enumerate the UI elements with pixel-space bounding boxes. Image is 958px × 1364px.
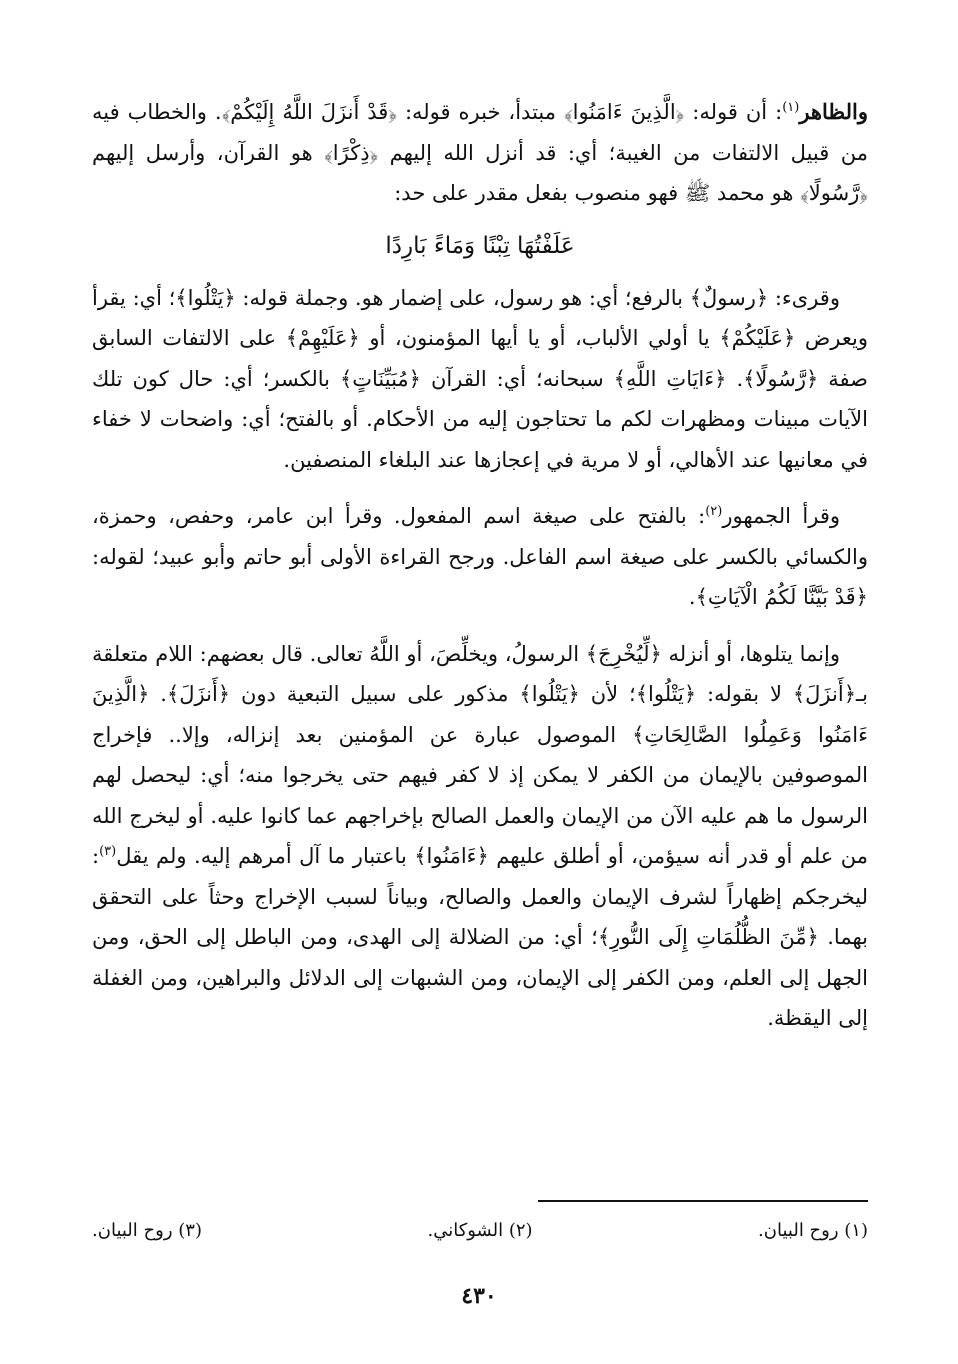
footnote-3: (٣) روح البيان. [92,1220,202,1241]
footnote-ref-3[interactable]: (٣) [99,844,117,859]
paragraph-gap [92,480,868,496]
poetry-verse: عَلَفْتُهَا تِبْنًا وَمَاءً بَارِدًا [385,232,575,259]
page-body [92,92,868,1241]
paragraph-gap [92,618,868,634]
paragraph-3 [92,496,868,618]
lead-word: والظاهر [799,99,868,124]
footnote-2: (٢) الشوكاني. [427,1220,533,1241]
footnotes [92,1217,868,1245]
paragraph-3-lead: وقرأ الجمهور [722,504,841,528]
paragraph-2 [92,278,868,481]
page-number: ٤٣٠ [461,1283,497,1309]
footnote-divider [538,1200,868,1202]
paragraph-4-text-b: : ليخرجكم إظهاراً لشرف الإيمان والعمل والصالح، وبياناً لسبب الإخراج وحثاً على التحقق بهما. ﴿مِّنَ الظُّلُمَاتِ إِلَى النُّورِ﴾؛ أي: من الضلالة إلى الهدى، ومن الباطل إلى الحق، ومن الجهل إلى العلم، ومن الكفر إلى الإيمان، ومن الشبهات إلى الدلائل والبراهين، ومن الغفلة إلى اليقظة. [92,844,868,1030]
footnote-ref-2[interactable]: (٢) [705,504,723,519]
footnote-ref-1[interactable]: (١) [782,100,800,115]
paragraph-3-text: : بالفتح على صيغة اسم المفعول. وقرأ ابن عامر، وحفص، وحمزة، والكسائي بالكسر على صيغة اسم الفاعل. ورجح القراءة الأولى أبو حاتم وأبو عبيد؛ لقوله: ﴿قَدْ بَيَّنَّا لَكُمُ الْآيَاتِ﴾. [92,504,868,609]
paragraph-4 [92,634,868,1039]
paragraph-2-text: وقرىء: ﴿رسولٌ﴾ بالرفع؛ أي: هو رسول، على إضمار هو. وجملة قوله: ﴿يَتْلُوا﴾؛ أي: يقرأ ويعرض ﴿عَلَيْكُمْ﴾ يا أولي الألباب، أو يا أيها المؤمنون، أو ﴿عَلَيْهِمْ﴾ على الالتفات السابق صفة ﴿رَّسُولًا﴾. ﴿ءَايَاتِ اللَّهِ﴾ سبحانه؛ أي: القرآن ﴿مُبَيِّنَاتٍ﴾ بالكسر؛ أي: حال كون تلك الآيات مبينات ومظهرات لكم ما تحتاجون إليه من الأحكام. أو بالفتح؛ أي: واضحات لا خفاء في معانيها عند الأهالي، أو لا مرية في إعجازها عند البلغاء المنصفين. [92,285,868,472]
paragraph-4-text-a: وإنما يتلوها، أو أنزله ﴿لِّيُخْرِجَ﴾ الرسولُ، ويخلِّصَ، أو اللَّهُ تعالى. قال بعضهم: اللام متعلقة بـ﴿أَنزَلَ﴾ لا بقوله: ﴿يَتْلُوا﴾؛ لأن ﴿يَتْلُوا﴾ مذكور على سبيل التبعية دون ﴿أَنزَلَ﴾. ﴿الَّذِينَ ءَامَنُوا وَعَمِلُوا الصَّالِحَاتِ﴾ الموصول عبارة عن المؤمنين بعد إنزاله، وإلا.. فإخراج الموصوفين بالإيمان من الكفر لا يمكن إذ لا كفر فيهم حتى يخرجوا منه؛ أي: ليحصل لهم الرسول ما هم عليه الآن من الإيمان والعمل الصالح بإخراجهم عما كانوا عليه. أو ليخرج الله من علم أو قدر أنه سيؤمن، أو أطلق عليهم ﴿ءَامَنُوا﴾ باعتبار ما آل أمرهم إليه. ولم يقل [92,641,868,868]
footnote-1: (١) روح البيان. [758,1220,868,1241]
paragraph-1 [92,92,868,214]
paragraph-1-text: : أن قوله: ﴿الَّذِينَ ءَامَنُوا﴾ مبتدأ، خبره قوله: ﴿قَدْ أَنزَلَ اللَّهُ إِلَيْكُمْ﴾. والخطاب فيه من قبيل الالتفات من الغيبة؛ أي: قد أنزل الله إليهم ﴿ذِكْرًا﴾ هو القرآن، وأرسل إليهم ﴿رَّسُولًا﴾ هو محمد ﷺ فهو منصوب بفعل مقدر على حد: [92,100,868,205]
